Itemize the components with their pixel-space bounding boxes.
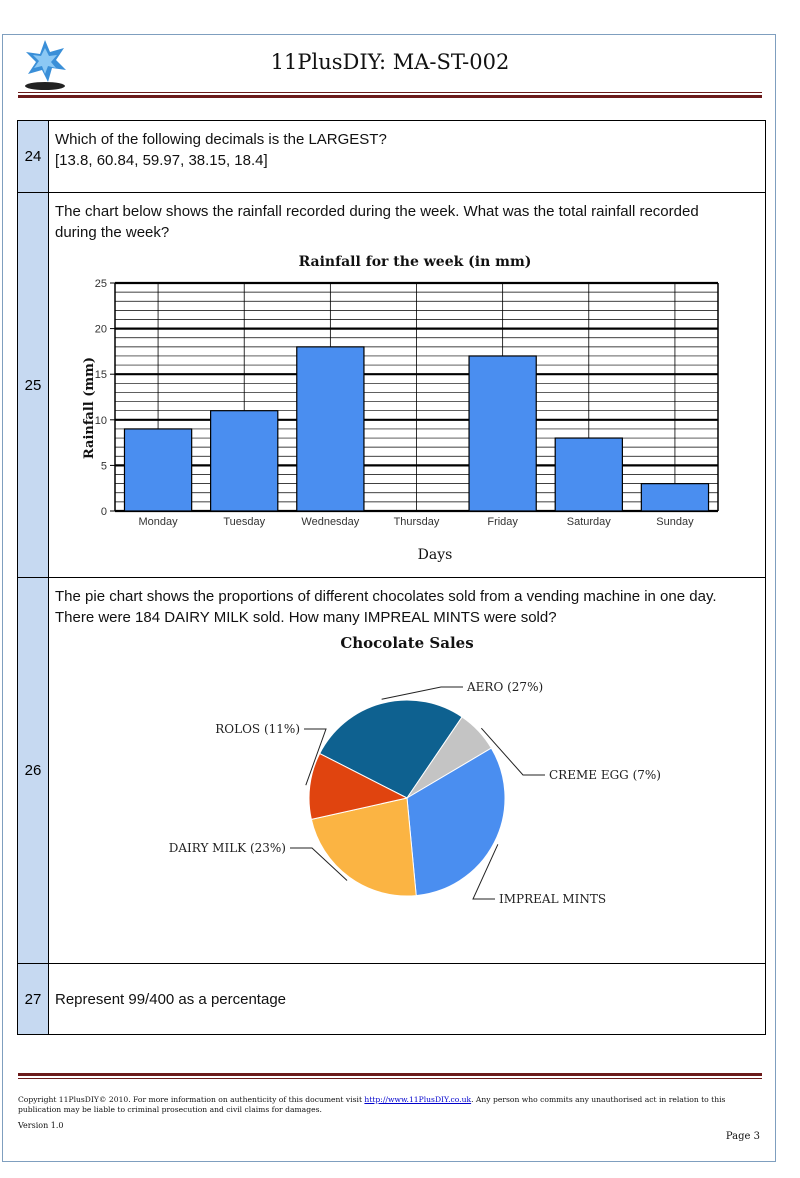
bar-saturday xyxy=(555,438,622,511)
y-tick-label: 25 xyxy=(94,278,107,290)
x-tick-label: Monday xyxy=(138,516,178,528)
pie-slices xyxy=(309,700,505,896)
version-label: Version 1.0 xyxy=(18,1121,64,1130)
copyright-notice xyxy=(18,1095,763,1115)
question-row-25 xyxy=(18,193,766,578)
question-row-24 xyxy=(18,121,766,193)
copyright-text: . Any person who commits any unauthorised act in relation to this publication may be liable to criminal prosecution and civil claims for damages. xyxy=(18,1095,726,1114)
bar-wednesday xyxy=(297,347,364,511)
question-line: The pie chart shows the proportions of different chocolates sold from a vending machine in one day. xyxy=(55,588,717,605)
question-text xyxy=(49,578,766,964)
bar-sunday xyxy=(641,484,708,511)
x-tick-label: Wednesday xyxy=(301,516,360,528)
footer-rule-thick xyxy=(18,1073,762,1076)
chart-title: Chocolate Sales xyxy=(340,634,474,652)
pie-leader-line xyxy=(382,687,463,699)
question-number: 26 xyxy=(18,578,49,964)
question-text xyxy=(49,121,766,193)
header-rule-thick xyxy=(18,95,762,98)
question-table xyxy=(17,120,766,1035)
question-row-26 xyxy=(18,578,766,964)
pie-label: AERO (27%) xyxy=(467,680,544,694)
page-number: Page 3 xyxy=(725,1131,760,1142)
website-link[interactable]: http://www.11PlusDIY.co.uk xyxy=(364,1095,472,1104)
pie-label: IMPREAL MINTS xyxy=(499,892,607,906)
question-row-27 xyxy=(18,964,766,1035)
question-number: 24 xyxy=(18,121,49,193)
bar-monday xyxy=(124,429,191,511)
question-line: Represent 99/400 as a percentage xyxy=(55,990,286,1008)
bar-tuesday xyxy=(211,411,278,511)
x-tick-label: Saturday xyxy=(566,516,611,528)
question-number: 25 xyxy=(18,193,49,578)
chocolate-pie-chart xyxy=(55,628,755,948)
pie-label: CREME EGG (7%) xyxy=(549,768,661,782)
question-text xyxy=(49,193,766,578)
x-tick-label: Tuesday xyxy=(223,516,266,528)
y-tick-label: 10 xyxy=(94,414,107,427)
question-line: The chart below shows the rainfall recorded during the week. What was the total rainfall recorded xyxy=(55,203,699,220)
page-title: 11PlusDIY: MA-ST-002 xyxy=(270,50,510,74)
pie-label: ROLOS (11%) xyxy=(215,722,300,736)
copyright-text: Copyright 11PlusDIY© 2010. For more information on authenticity of this document visit xyxy=(18,1095,365,1104)
bar-friday xyxy=(469,356,536,511)
pie-label: DAIRY MILK (23%) xyxy=(168,841,286,855)
y-axis-label: Rainfall (mm) xyxy=(82,356,97,460)
y-tick-label: 15 xyxy=(94,369,107,382)
y-tick-label: 0 xyxy=(100,506,107,518)
question-text xyxy=(49,964,766,1035)
chart-title: Rainfall for the week (in mm) xyxy=(298,254,532,270)
y-tick-label: 5 xyxy=(100,460,107,473)
question-line: during the week? xyxy=(55,224,170,241)
footer-rule-thin xyxy=(18,1078,762,1079)
question-line: Which of the following decimals is the LARGEST? xyxy=(55,131,387,148)
rainfall-bar-chart xyxy=(35,243,735,573)
chart-grid xyxy=(115,283,718,511)
y-tick-label: 20 xyxy=(94,323,107,336)
x-tick-label: Sunday xyxy=(656,516,694,528)
question-number: 27 xyxy=(18,964,49,1035)
x-tick-label: Friday xyxy=(487,516,518,528)
x-tick-label: Thursday xyxy=(393,516,440,528)
question-line: There were 184 DAIRY MILK sold. How many IMPREAL MINTS were sold? xyxy=(55,609,557,626)
header-rule-thin xyxy=(18,92,762,93)
x-axis-label: Days xyxy=(417,547,453,563)
question-line: [13.8, 60.84, 59.97, 38.15, 18.4] xyxy=(55,152,268,169)
